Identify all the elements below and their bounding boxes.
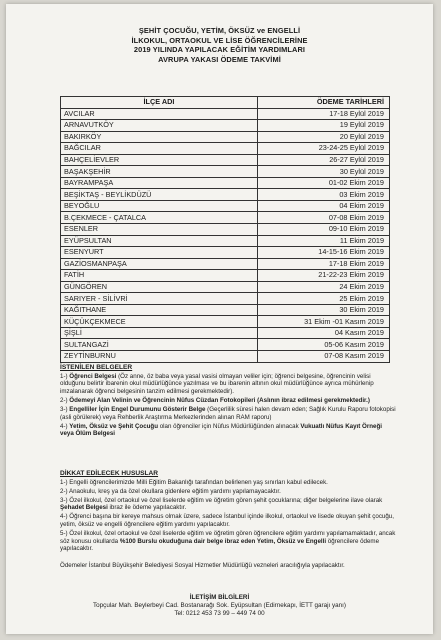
district-cell: ESENYURT [61, 247, 258, 259]
item-text: Özel ilkokul, özel ortaokul ve özel liselerde eğitim ve öğretim gören öğrencilere eğitim yardımı yapılamamaktadır, ancak söz konusu okullarda [60, 530, 396, 545]
payment-date-cell: 24 Ekim 2019 [258, 281, 390, 293]
district-cell: KAĞITHANE [61, 304, 258, 316]
notes-title: DİKKAT EDİLECEK HUSUSLAR [60, 470, 159, 477]
item-text: ibraz ile ödeme yapılacaktır. [107, 504, 187, 512]
table-row [61, 247, 390, 259]
district-cell: BEYOĞLU [61, 200, 258, 212]
district-cell: KÜÇÜKÇEKMECE [61, 316, 258, 328]
district-cell: ŞİŞLİ [61, 327, 258, 339]
table-row [61, 339, 390, 351]
table-row [61, 166, 390, 178]
contact-title: İLETİŞİM BİLGİLERİ [189, 594, 250, 601]
title-line: 2019 YILINDA YAPILACAK EĞİTİM YARDIMLARI [133, 45, 306, 55]
header-district: İLÇE ADI [61, 97, 258, 109]
contact-phone: Tel: 0212 453 73 99 – 449 74 00 [174, 610, 265, 617]
district-cell: B.ÇEKMECE - ÇATALCA [61, 212, 258, 224]
table-row [61, 189, 390, 201]
table-row [61, 131, 390, 143]
table-row [61, 200, 390, 212]
item-number: 2-) [60, 396, 70, 404]
item-bold: Vukuatlı Nüfus Kayıt Örneği veya Ölüm Belgesi [60, 422, 383, 438]
district-cell: SULTANGAZİ [61, 339, 258, 351]
district-cell: EYÜPSULTAN [61, 235, 258, 247]
payment-date-cell: 17-18 Ekim 2019 [258, 258, 390, 270]
notes-section [60, 470, 396, 554]
payment-date-cell: 26-27 Eylül 2019 [258, 154, 390, 166]
table-row [61, 235, 390, 247]
table-row [61, 293, 390, 305]
item-number: 2-) [60, 487, 69, 495]
item-bold: Ödemeyi Alan Velinin ve Öğrencinin Nüfus Cüzdan Fotokopileri (Aslının ibraz edilmesi gerekmektedir.) [69, 396, 370, 404]
district-cell: BAKIRKÖY [61, 131, 258, 143]
document-page [6, 4, 433, 634]
payment-date-cell: 07-08 Kasım 2019 [258, 351, 390, 363]
payment-date-cell: 03 Ekim 2019 [258, 189, 390, 201]
district-cell: BAŞAKŞEHİR [61, 166, 258, 178]
table-row [61, 154, 390, 166]
note-item [60, 479, 396, 487]
item-text: olan öğrenciler için Nüfus Müdürlüğünden alınacak [158, 422, 301, 430]
header-payment-dates: ÖDEME TARİHLERİ [258, 97, 390, 109]
payment-date-cell: 21-22-23 Ekim 2019 [258, 270, 390, 282]
district-cell: BAĞCILAR [61, 143, 258, 155]
item-number: 5-) [60, 530, 70, 538]
document-item [60, 406, 396, 421]
item-text: (Geçerlilik süresi halen devam eden; Sağlık Kurulu Raporu fotokopisi (asli görülerek) veya Rehberlik Araştırma Merkezlerinden alınan RAM raporu) [60, 405, 396, 421]
district-cell: BEŞİKTAŞ - BEYLİKDÜZÜ [61, 189, 258, 201]
contact-address: Topçular Mah. Beylerbeyi Cad. Bostanarağı Sok. Eyüpsultan (Edirnekapı, İETT garajı yanı) [93, 602, 346, 609]
district-cell: ESENLER [61, 224, 258, 236]
payment-date-cell: 01-02 Ekim 2019 [258, 177, 390, 189]
table-row [61, 316, 390, 328]
item-text: Öğrenci başına bir kereye mahsus olmak üzere, sadece İstanbul içinde ilkokul, ortaokul ve lisede okuyan şehit çocuğu, yetim, öksüz ve engelli öğrencilere eğitim yardımı yapılacaktır. [60, 513, 394, 529]
payment-date-cell: 04 Kasım 2019 [258, 327, 390, 339]
district-cell: GÜNGÖREN [61, 281, 258, 293]
table-row [61, 270, 390, 282]
payment-date-cell: 11 Ekim 2019 [258, 235, 390, 247]
table-row [61, 258, 390, 270]
payment-schedule-table [60, 96, 390, 363]
table-row [61, 304, 390, 316]
payment-note: Ödemeler İstanbul Büyükşehir Belediyesi Sosyal Hizmetler Müdürlüğü vezneleri aracılığıyla yapılacaktır. [60, 562, 345, 569]
payment-date-cell: 19 Eylül 2019 [258, 120, 390, 132]
document-item [60, 373, 396, 396]
payment-date-cell: 05-06 Kasım 2019 [258, 339, 390, 351]
item-number: 4-) [60, 422, 70, 430]
item-number: 3-) [60, 496, 70, 504]
table-row [61, 120, 390, 132]
item-text: Özel ilkokul, özel ortaokul ve özel liselerde eğitim ve öğretim gören şehit çocuklarına; diğer belgelerine ilave olarak [69, 496, 383, 504]
note-item [60, 530, 396, 553]
table-header-row [61, 97, 390, 109]
item-text: Anaokulu, kreş ya da özel okullara gidenlere eğitim yardımı yapılamayacaktır. [68, 487, 281, 495]
table-row [61, 143, 390, 155]
item-bold: Engelliler İçin Engel Durumunu Gösterir Belge [69, 405, 206, 413]
payment-date-cell: 14-15-16 Ekim 2019 [258, 247, 390, 259]
item-number: 4-) [60, 513, 70, 521]
table-row [61, 327, 390, 339]
payment-date-cell: 30 Ekim 2019 [258, 304, 390, 316]
payment-date-cell: 17-18 Eylül 2019 [258, 108, 390, 120]
item-bold: Şehadet Belgesi [60, 504, 108, 512]
required-documents-title: İSTENİLEN BELGELER [60, 364, 133, 371]
payment-date-cell: 31 Ekim -01 Kasım 2019 [258, 316, 390, 328]
contact-info [6, 594, 433, 618]
required-documents-section [60, 364, 396, 439]
district-cell: FATİH [61, 270, 258, 282]
payment-date-cell: 09-10 Ekim 2019 [258, 224, 390, 236]
district-cell: SARIYER - SİLİVRİ [61, 293, 258, 305]
district-cell: ARNAVUTKÖY [61, 120, 258, 132]
item-bold: %100 Burslu okuduğuna dair belge ibraz eden Yetim, Öksüz ve Engelli [119, 537, 327, 545]
note-item [60, 497, 396, 512]
note-item [60, 488, 396, 496]
item-text: öğrencilere ödeme yapılacaktır. [60, 537, 380, 553]
item-bold: Öğrenci Belgesi [69, 372, 117, 380]
district-cell: BAHÇELİEVLER [61, 154, 258, 166]
payment-date-cell: 25 Ekim 2019 [258, 293, 390, 305]
district-cell: BAYRAMPAŞA [61, 177, 258, 189]
table-row [61, 281, 390, 293]
table-body [61, 108, 390, 362]
table-row [61, 224, 390, 236]
payment-date-cell: 07-08 Ekim 2019 [258, 212, 390, 224]
district-cell: AVCILAR [61, 108, 258, 120]
payment-date-cell: 23-24-25 Eylül 2019 [258, 143, 390, 155]
table-row [61, 351, 390, 363]
payment-date-cell: 20 Eylül 2019 [258, 131, 390, 143]
title-line: AVRUPA YAKASI ÖDEME TAKVİMİ [158, 54, 281, 64]
district-cell: ZEYTİNBURNU [61, 351, 258, 363]
note-item [60, 513, 396, 528]
table-row [61, 108, 390, 120]
district-cell: GAZİOSMANPAŞA [61, 258, 258, 270]
item-bold: Yetim, Öksüz ve Şehit Çocuğu [69, 422, 158, 430]
document-item [60, 423, 396, 438]
title-line: İLKOKUL, ORTAOKUL VE LİSE ÖĞRENCİLERİNE [131, 35, 308, 45]
table-row [61, 212, 390, 224]
document-title [6, 26, 433, 64]
payment-date-cell: 30 Eylül 2019 [258, 166, 390, 178]
item-text: (Öz anne, öz baba veya yasal vasisi olmayan veliler için; öğrenci belgesine, öğrencinin velisi olduğunu belirtir ibarenin okul müdürlüğünce yazılması ve bu ibarenin altının okul müdürlüğünce ayrıca mühürlenip imzalanarak öğrenci belgesinin tanzim edilmesi gerekmektedir). [60, 372, 374, 395]
item-text: Engelli öğrencilerimizde Milli Eğitim Bakanlığı tarafından belirlenen yaş sınırları kabul edilecek. [69, 478, 328, 486]
table-row [61, 177, 390, 189]
item-number: 1-) [60, 478, 70, 486]
document-item [60, 397, 396, 405]
payment-date-cell: 04 Ekim 2019 [258, 200, 390, 212]
item-number: 1-) [60, 372, 70, 380]
item-number: 3-) [60, 405, 70, 413]
title-line: ŞEHİT ÇOCUĞU, YETİM, ÖKSÜZ ve ENGELLİ [138, 26, 301, 35]
